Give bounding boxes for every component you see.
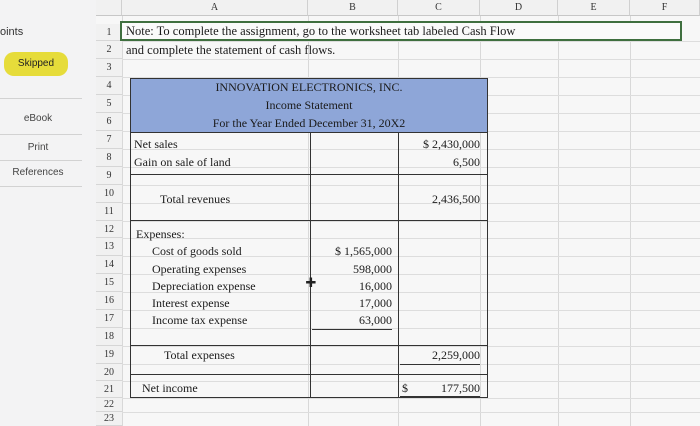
expense-label: Depreciation expense <box>152 279 256 293</box>
row-header[interactable]: 3 <box>96 59 122 77</box>
net-sales-label: Net sales <box>134 137 178 151</box>
expense-value[interactable]: 63,000 <box>359 313 392 327</box>
statement-period: For the Year Ended December 31, 20X2 <box>212 116 406 130</box>
net-income-dollar: $ <box>402 381 408 395</box>
print-link[interactable]: Print <box>27 142 49 153</box>
select-all-corner[interactable] <box>96 0 122 16</box>
row-header[interactable]: 8 <box>96 149 122 167</box>
statement-title: Income Statement <box>265 98 353 112</box>
row-header[interactable]: 11 <box>96 203 122 221</box>
spreadsheet <box>96 0 700 426</box>
row-header[interactable]: 12 <box>96 221 122 238</box>
expense-label: Interest expense <box>152 296 230 310</box>
row-header[interactable]: 19 <box>96 346 122 364</box>
note-text-line2: and complete the statement of cash flows. <box>126 43 336 57</box>
divider <box>0 186 82 187</box>
assignment-sidebar <box>0 0 96 426</box>
grid-line <box>122 59 700 60</box>
row-header[interactable]: 2 <box>96 41 122 59</box>
grid-line <box>122 398 700 399</box>
divider <box>0 98 82 99</box>
row-header[interactable]: 5 <box>96 95 122 113</box>
table-divider <box>130 374 488 375</box>
table-divider <box>130 220 488 221</box>
expenses-label: Expenses: <box>136 227 185 241</box>
column-header-a[interactable]: A <box>122 0 308 16</box>
cell-cursor-icon: ✚ <box>305 276 317 291</box>
table-divider <box>130 132 488 133</box>
row-header[interactable]: 16 <box>96 292 122 310</box>
note-text-line1: Note: To complete the assignment, go to the worksheet tab labeled Cash Flow <box>126 24 516 38</box>
expense-value[interactable]: 598,000 <box>353 262 392 276</box>
total-expenses-label: Total expenses <box>164 348 235 362</box>
column-header-c[interactable]: C <box>398 0 480 16</box>
net-sales-value[interactable]: $ 2,430,000 <box>423 137 480 151</box>
expense-value[interactable]: 16,000 <box>359 279 392 293</box>
expense-label: Income tax expense <box>152 313 248 327</box>
table-divider <box>130 174 488 175</box>
row-header[interactable]: 18 <box>96 328 122 346</box>
row-header[interactable]: 14 <box>96 256 122 274</box>
table-divider <box>398 132 399 398</box>
ebook-link[interactable]: eBook <box>23 113 53 124</box>
expense-label: Operating expenses <box>152 262 247 276</box>
column-header-f[interactable]: F <box>630 0 700 16</box>
net-income-value[interactable]: 177,500 <box>441 381 480 395</box>
table-divider <box>130 345 488 346</box>
expense-value[interactable]: 17,000 <box>359 296 392 310</box>
divider <box>0 134 82 135</box>
total-underline <box>400 364 480 365</box>
row-header[interactable]: 23 <box>96 412 122 426</box>
row-header[interactable]: 17 <box>96 310 122 328</box>
points-label: oints <box>0 26 24 38</box>
subtotal-underline <box>312 329 392 330</box>
row-header[interactable]: 13 <box>96 238 122 256</box>
company-name: INNOVATION ELECTRONICS, INC. <box>215 80 403 94</box>
row-header[interactable]: 10 <box>96 185 122 203</box>
status-badge: Skipped <box>4 52 68 76</box>
total-revenues-label: Total revenues <box>160 192 231 206</box>
double-underline <box>400 396 480 397</box>
net-income-label: Net income <box>142 381 198 395</box>
row-header[interactable]: 22 <box>96 398 122 412</box>
table-divider <box>310 132 311 398</box>
row-header[interactable]: 7 <box>96 131 122 149</box>
row-header[interactable]: 15 <box>96 274 122 292</box>
row-header[interactable]: 20 <box>96 364 122 381</box>
divider <box>0 160 82 161</box>
total-expenses-value[interactable]: 2,259,000 <box>432 348 480 362</box>
grid-line <box>122 412 700 413</box>
gain-label: Gain on sale of land <box>134 155 231 169</box>
expense-label: Cost of goods sold <box>152 244 242 258</box>
row-header[interactable]: 9 <box>96 167 122 185</box>
expense-value[interactable]: $ 1,565,000 <box>335 244 392 258</box>
column-header-b[interactable]: B <box>308 0 398 16</box>
total-revenues-value[interactable]: 2,436,500 <box>432 192 480 206</box>
gain-value[interactable]: 6,500 <box>453 155 480 169</box>
references-link[interactable]: References <box>12 167 64 178</box>
row-header[interactable]: 1 <box>96 24 122 41</box>
row-header[interactable]: 6 <box>96 113 122 131</box>
column-header-e[interactable]: E <box>558 0 630 16</box>
row-header[interactable]: 4 <box>96 77 122 95</box>
row-header[interactable]: 21 <box>96 381 122 398</box>
column-header-d[interactable]: D <box>480 0 558 16</box>
